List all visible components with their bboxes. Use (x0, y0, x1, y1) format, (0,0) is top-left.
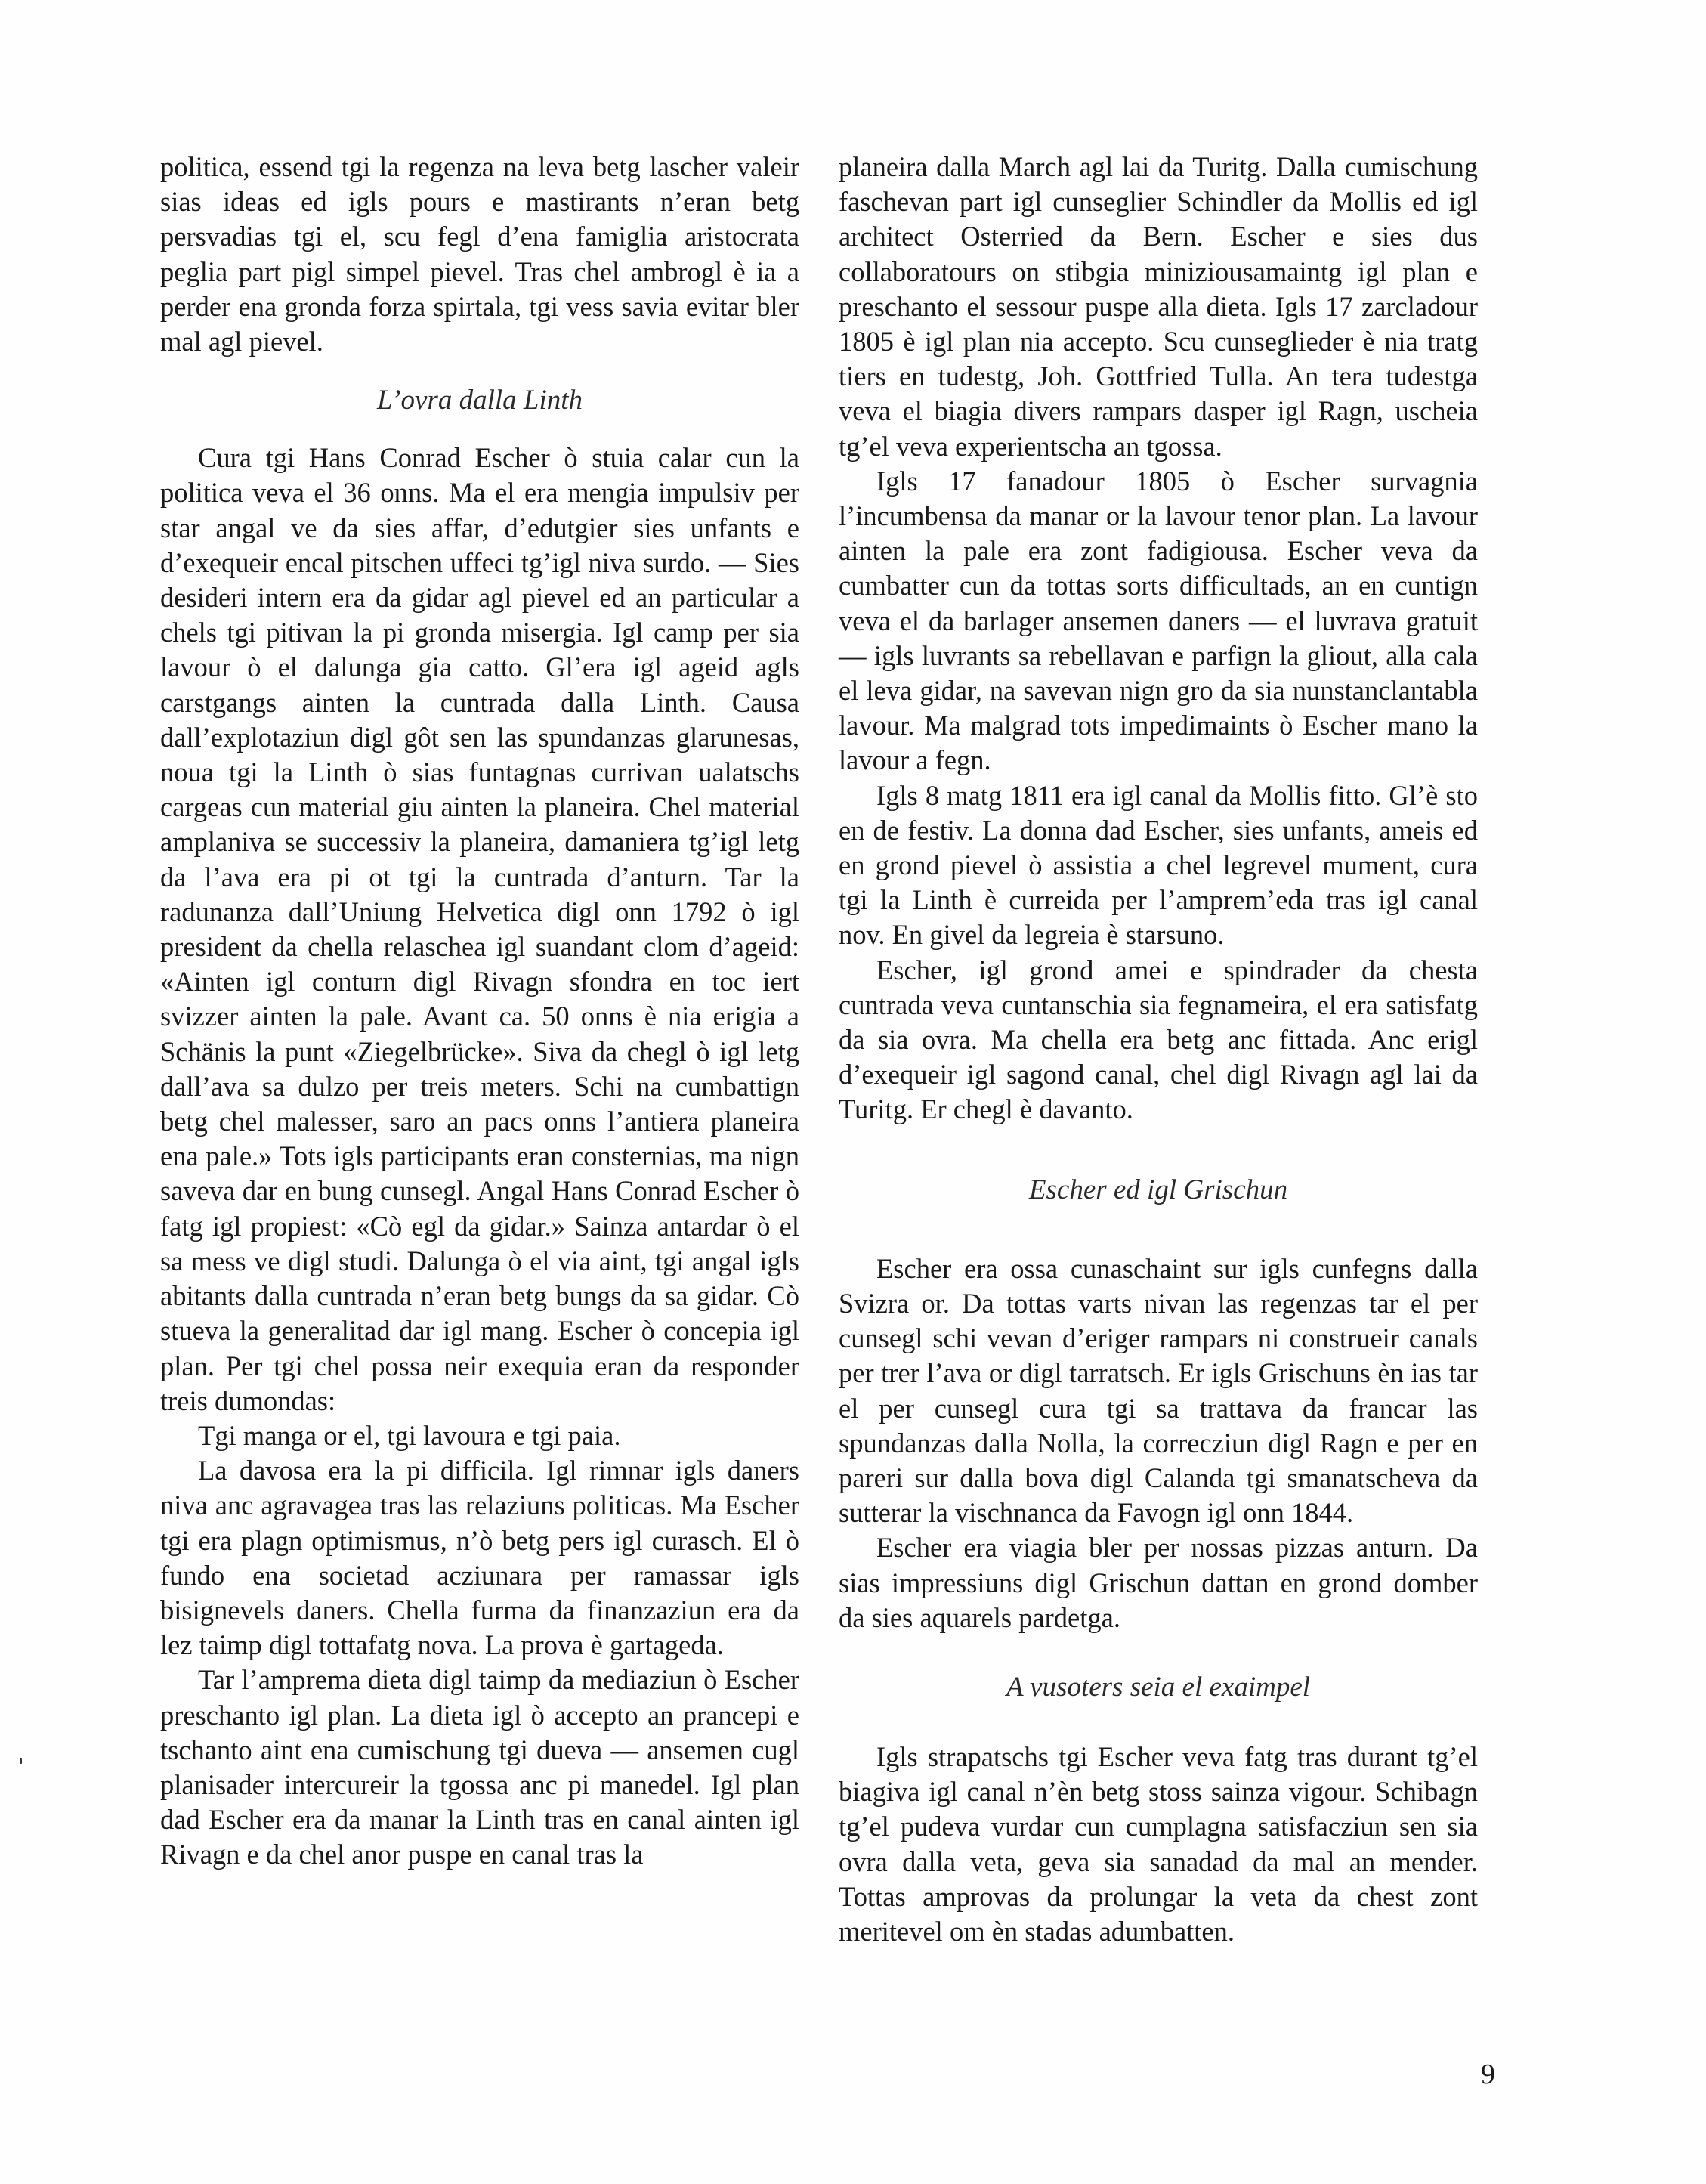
page-number: 9 (1481, 2059, 1495, 2090)
paragraph: Igls strapatschs tgi Escher veva fatg tras durant tg’el biagiva igl canal n’èn betg stoss sainza vigour. Schibagn tg’el pudeva vurdar cun cumplagna satisfacziun sen sia ovra dalla veta, geva sia sanadad da mal an mender. Tottas amprovas da prolungar la veta da chest zont meritevel om èn stadas adumbatten. (839, 1740, 1478, 1947)
paragraph: planeira dalla March agl lai da Turitg. Dalla cumischung faschevan part igl cunseglier Schindler da Mollis ed igl architect Osterried da Bern. Escher e sies dus collaboratours on stibgia miniziousamaintg igl plan e preschanto el sessour puspe alla dieta. Igls 17 zarcladour 1805 è igl plan nia accepto. Scu cunseglieder è nia tratg tiers en tudestg, Joh. Gottfried Tulla. An tera tudestga veva el biagia divers rampars dasper igl Ragn, uscheia tg’el veva experientscha an tgossa. (839, 151, 1478, 462)
paragraph: Escher, igl grond amei e spindrader da chesta cuntrada veva cuntanschia sia fegnameira, el era satisfatg da sia ovra. Ma chella era betg anc fittada. Anc erigl d’exequeir igl sagond canal, chel digl Rivagn agl lai da Turitg. Er chegl è davanto. (839, 954, 1478, 1125)
paragraph: Tgi manga or el, tgi lavoura e tgi paia. (198, 1419, 621, 1451)
paragraph: Igls 8 matg 1811 era igl canal da Mollis fitto. Gl’è sto en de festiv. La donna dad Escher, sies unfants, ameis ed en grond pievel ò assistia a chel legrevel mument, cura tgi la Linth è curreida per l’amprem’eda tras igl canal nov. En givel da legreia è starsuno. (839, 779, 1478, 951)
paragraph: Escher era ossa cunaschaint sur igls cunfegns dalla Svizra or. Da tottas varts nivan las regenzas tar el per cunsegl schi vevan d’eriger rampars ni construeir canals per trer l’ava or digl tarratsch. Er igls Grischuns èn ias tar el per cunsegl cura tgi sa trattava da francar las spundanzas dalla Nolla, la correcziun digl Ragn e per en pareri sur dalla bova digl Calanda tgi smanatscheva da sutterar la vischnanca da Favogn igl onn 1844. (839, 1252, 1478, 1529)
section-heading-escher-ed-igl-grischun: Escher ed igl Grischun (1028, 1174, 1288, 1205)
scan-speck (20, 1758, 22, 1764)
paragraph: Cura tgi Hans Conrad Escher ò stuia calar cun la politica veva el 36 onns. Ma el era mengia impulsiv per star angal ve da sies affar, d’edutgier sies unfants e d’exequeir encal pitschen uffeci tg’igl niva surdo. — Sies desideri intern era da gidar agl pievel ed an particular a chels tgi pitivan la pi gronda misergia. Igl camp per sia lavour ò el dalunga gia catto. Gl’era igl ageid agls carstgangs ainten la cuntrada dalla Linth. Causa dall’explotaziun digl gôt sen las spundanzas glarunesas, noua tgi la Linth ò sias funtagnas currivan ualatschs cargeas cun material giu ainten la planeira. Chel material amplaniva se successiv la planeira, damaniera tg’igl letg da l’ava era pi ot tgi la cuntrada d’anturn. Tar la radunanza dall’Uniung Helvetica digl onn 1792 ò igl president da chella relaschea igl suandant clom d’ageid: «Ainten igl conturn digl Rivagn sfondra en toc iert svizzer ainten la pale. Avant ca. 50 onns è nia erigia a Schänis la punt «Ziegelbrücke». Siva da chegl ò igl letg dall’ava sa dulzo per treis meters. Schi na cumbattign betg chel malesser, saro an pacs onns l’antiera planeira ena pale.» Tots igls participants eran consternias, ma nign saveva dar en bung cunsegl. Angal Hans Conrad Escher ò fatg igl propiest: «Cò egl da gidar.» Sainza antardar ò el sa mess ve digl studi. Dalunga ò el via aint, tgi angal igls abitants dalla cuntrada n’eran betg bungs da sa gidar. Cò stueva la generalitad dar igl mang. Escher ò concepia igl plan. Per tgi chel possa neir exequia eran da responder treis dumondas: (160, 442, 799, 1416)
right-column (839, 150, 1478, 1949)
paragraph: Tar l’amprema dieta digl taimp da mediaziun ò Escher preschanto igl plan. La dieta igl ò accepto an prancepi e tschanto aint ena cumischung tgi dueva — ansemen cugl planisader intercureir la tgossa anc pi manedel. Igl plan dad Escher era da manar la Linth tras en canal ainten igl Rivagn e da chel anor puspe en canal tras la (160, 1664, 799, 1870)
paragraph: Igls 17 fanadour 1805 ò Escher survagnia l’incumbensa da manar or la lavour tenor plan. La lavour ainten la pale era zont fadigiousa. Escher veva da cumbatter cun da tottas sorts difficultads, an en cuntign veva el da barlager ansemen daners — el luvrava gratuit — igls luvrants sa rebellavan e parfign la gliout, alla cala el leva gidar, na savevan nign gro da sia nunstanclantabla lavour. Ma malgrad tots impedimaints ò Escher mano la lavour a fegn. (839, 465, 1478, 776)
section-heading-a-vusoters-seia-el-exaimpel: A vusoters seia el exaimpel (1006, 1671, 1311, 1703)
paragraph: Escher era viagia bler per nossas pizzas anturn. Da sias impressiuns digl Grischun dattan en grond domber da sies aquarels pardetga. (839, 1532, 1478, 1633)
left-column (160, 150, 799, 1873)
paragraph: La davosa era la pi difficila. Igl rimnar igls daners niva anc agravagea tras las relaziuns politicas. Ma Escher tgi era plagn optimismus, n’ò betg pers igl curasch. El ò fundo ena societad acziunara per ramassar igls bisignevels daners. Chella furma da finanzaziun era da lez taimp digl tottafatg nova. La prova è gartageda. (160, 1455, 799, 1661)
paragraph: politica, essend tgi la regenza na leva betg lascher valeir sias ideas ed igls pours e mastirants n’eran betg persvadias tgi el, scu fegl d’ena famiglia aristocrata peglia part pigl simpel pievel. Tras chel ambrogl è ia a perder ena gronda forza spirtala, tgi vess savia evitar bler mal agl pievel. (160, 151, 799, 357)
section-heading-lovra-dalla-linth: L’ovra dalla Linth (376, 385, 583, 416)
